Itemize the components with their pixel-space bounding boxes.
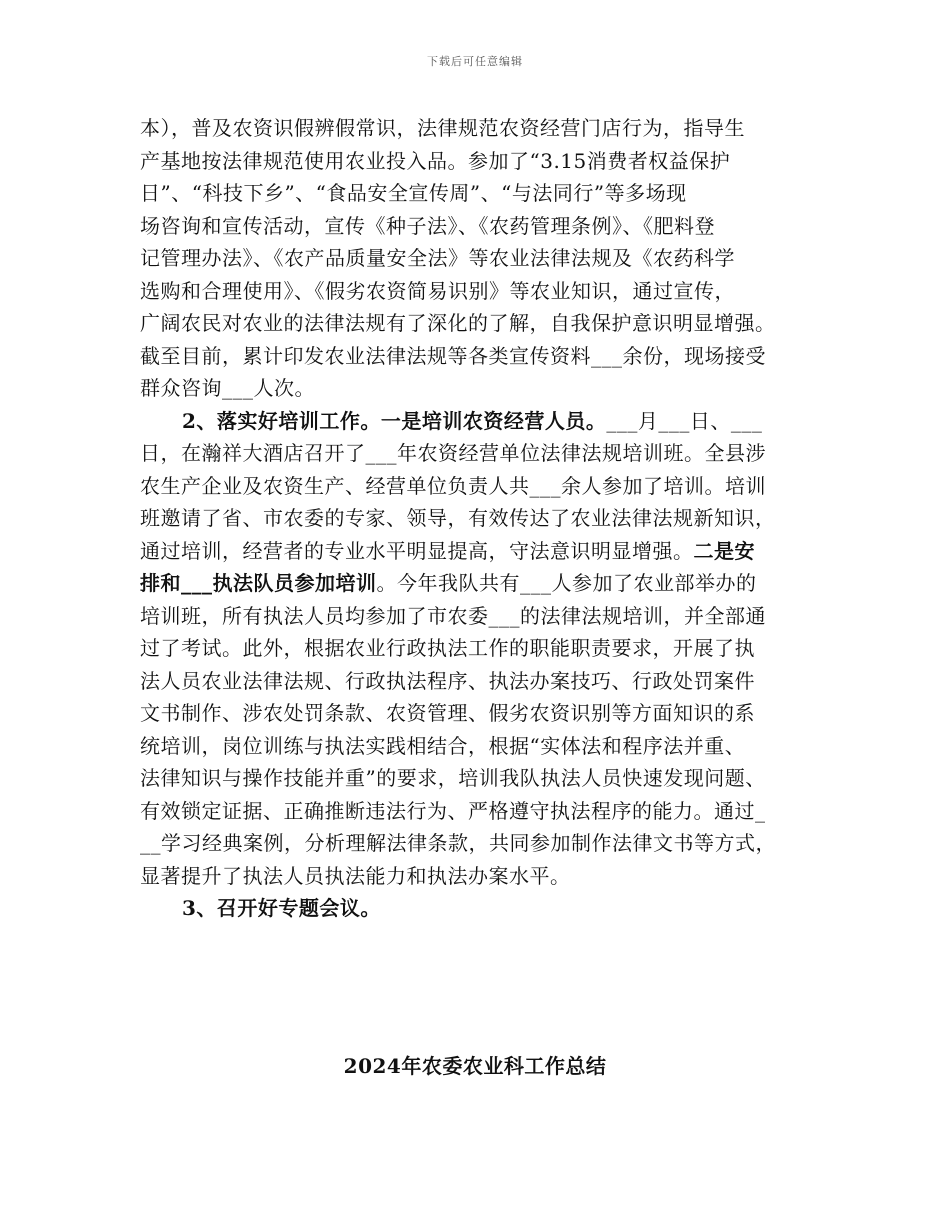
document-title: 2024年农委农业科工作总结 (343, 1054, 607, 1078)
sub-heading: 排和___执法队员参加培训 (140, 571, 377, 595)
text-line: 场咨询和宣传活动，宣传《种子法》、《农药管理条例》、《肥料登 (140, 213, 715, 238)
text-line: 文书制作、涉农处罚条款、农资管理、假劣农资识别等方面知识的系 (140, 701, 755, 725)
text-span: 。今年我队共有___人参加了农业部举办的 (376, 571, 757, 595)
text-line: 统培训，岗位训练与执法实践相结合，根据“实体法和程序法并重、 (140, 733, 746, 758)
text-span: 通过培训，经营者的专业水平明显提高，守法意识明显增强。 (140, 538, 694, 563)
text-span: ___月___日、___ (606, 408, 763, 433)
text-line: 广阔农民对农业的法律法规有了深化的了解，自我保护意识明显增强。 (140, 311, 776, 335)
text-line: 班邀请了省、市农委的专家、领导，有效传达了农业法律法规新知识， (140, 506, 776, 530)
text-line: 过了考试。此外，根据农业行政执法工作的职能职责要求，开展了执 (140, 636, 755, 660)
text-line: 培训班，所有执法人员均参加了市农委___的法律法规培训，并全部通 (140, 603, 766, 628)
text-line: 截至目前，累计印发农业法律法规等各类宣传资料___余份，现场接受 (140, 343, 766, 368)
text-line: 农生产企业及农资生产、经营单位负责人共___余人参加了培训。培训 (140, 473, 766, 498)
section-heading-meeting: 3、召开好专题会议。 (182, 896, 381, 920)
text-line: 有效锁定证据、正确推断违法行为、严格遵守执法程序的能力。通过_ (140, 798, 766, 823)
paragraph-training (140, 405, 830, 893)
document-body (140, 112, 830, 925)
section-heading: 2、落实好培训工作。一是培训农资经营人员。 (182, 408, 607, 433)
text-line: 日”、“科技下乡”、“食品安全宣传周”、“与法同行”等多场现 (140, 181, 687, 205)
text-line: __学习经典案例，分析理解法律条款，共同参加制作法律文书等方式， (140, 831, 776, 855)
text-line: 法律知识与操作技能并重”的要求，培训我队执法人员快速发现问题、 (140, 766, 766, 790)
sub-heading: 二是安 (693, 538, 755, 563)
text-line (140, 405, 830, 438)
text-line: 日，在瀚祥大酒店召开了___年农资经营单位法律法规培训班。全县涉 (140, 441, 766, 465)
text-line (140, 535, 830, 568)
page-header: 下载后可任意编辑 (427, 55, 523, 68)
text-line: 记管理办法》、《农产品质量安全法》等农业法律法规及《农药科学 (140, 246, 735, 270)
text-line: 本），普及农资识假辨假常识，法律规范农资经营门店行为，指导生 (140, 116, 745, 140)
text-line: 群众咨询___人次。 (140, 376, 315, 400)
text-line: 显著提升了执法人员执法能力和执法办案水平。 (140, 863, 571, 888)
text-line (140, 567, 830, 600)
paragraph-publicity (140, 112, 830, 405)
text-line: 法人员农业法律法规、行政执法程序、执法办案技巧、行政处罚案件 (140, 668, 755, 693)
text-line: 选购和合理使用》、《假劣农资简易识别》等农业知识，通过宣传， (140, 278, 735, 303)
text-line: 产基地按法律规范使用农业投入品。参加了“3.15消费者权益保护 (140, 148, 731, 173)
